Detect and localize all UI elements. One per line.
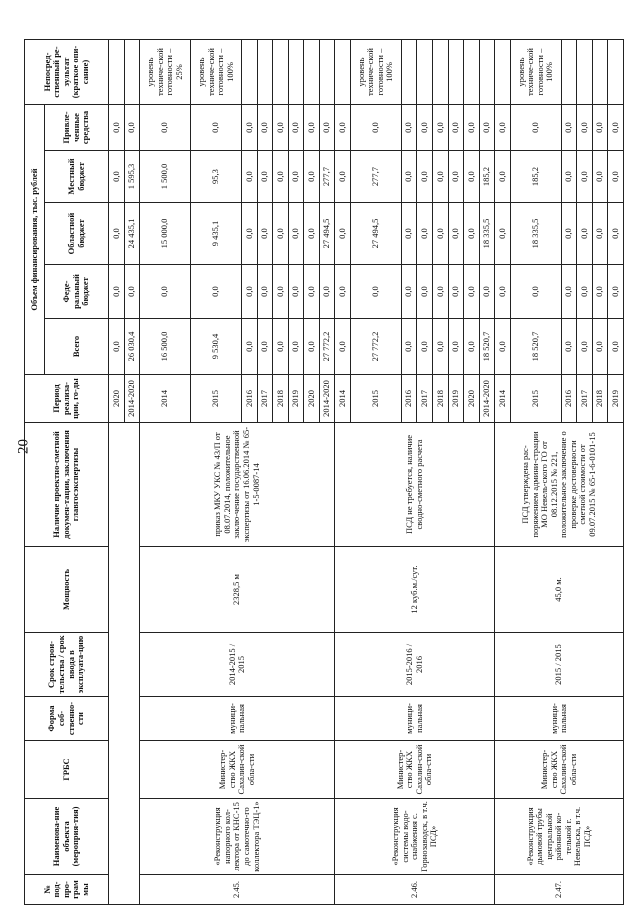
cell-federal: 0,0 [510, 265, 561, 319]
cell-attracted: 0,0 [608, 105, 624, 151]
cell-federal: 0,0 [335, 265, 351, 319]
cell-local: 0,0 [304, 151, 320, 203]
cell-federal: 0,0 [577, 265, 593, 319]
cell-year: 2018 [433, 375, 449, 423]
cell-regional: 0,0 [608, 203, 624, 265]
cell-total: 9 530,4 [191, 319, 242, 375]
cell-year: 2016 [561, 375, 577, 423]
cell-total: 0,0 [448, 319, 464, 375]
cell-regional: 18 335,5 [479, 203, 495, 265]
cell-local: 0,0 [257, 151, 273, 203]
cell-result [577, 40, 593, 105]
cell-attracted: 0,0 [191, 105, 242, 151]
cell-federal: 0,0 [273, 265, 289, 319]
cell-year: 2015 [191, 375, 242, 423]
cell-local: 0,0 [288, 151, 304, 203]
cell-result [608, 40, 624, 105]
project-ownership: муници-пальная [140, 697, 335, 741]
project-docs: ПСД утверждена рас-поряжением админи-страции МО Невель-ского ГО от 08.12.2015 № 221, положительное заключение о проверке достоверности сметной стоимости от 09.07.2015 № 65-1-6-0101-15 [495, 423, 624, 547]
cell-federal: 0,0 [401, 265, 417, 319]
cell-total: 0,0 [242, 319, 258, 375]
cell-total: 18 520,7 [510, 319, 561, 375]
cell-total: 0,0 [464, 319, 480, 375]
cell-local: 277,7 [319, 151, 335, 203]
cell-local: 0,0 [561, 151, 577, 203]
cell-total: 26 030,4 [124, 319, 140, 375]
cell-attracted: 0,0 [288, 105, 304, 151]
cell-local: 0,0 [109, 151, 125, 203]
cell-federal: 0,0 [319, 265, 335, 319]
cell-regional: 0,0 [417, 203, 433, 265]
cell-total: 27 772,2 [350, 319, 401, 375]
cell-result: уровень техниче-ской готовности – 100% [350, 40, 401, 105]
cell-federal: 0,0 [592, 265, 608, 319]
cell-regional: 0,0 [335, 203, 351, 265]
cell-local: 0,0 [592, 151, 608, 203]
cell-total: 0,0 [304, 319, 320, 375]
cell-regional: 15 000,0 [140, 203, 191, 265]
cell-regional: 27 494,5 [319, 203, 335, 265]
cell-regional: 0,0 [273, 203, 289, 265]
cell-year: 2018 [592, 375, 608, 423]
header-attracted: Привле-ченные средства [45, 105, 109, 151]
cell-attracted: 0,0 [592, 105, 608, 151]
cell-federal: 0,0 [464, 265, 480, 319]
project-term: 2015-2016 / 2016 [335, 633, 495, 697]
cell-local: 0,0 [448, 151, 464, 203]
cell-result [561, 40, 577, 105]
cell-regional: 0,0 [592, 203, 608, 265]
cell-total: 0,0 [417, 319, 433, 375]
header-docs: Наличие проектно-сметной докумен-тации, заключения главгосэкспертизы [25, 423, 109, 547]
cell-year: 2014-2020 [124, 375, 140, 423]
header-local: Местный бюджет [45, 151, 109, 203]
cell-total: 0,0 [257, 319, 273, 375]
cell-regional: 0,0 [464, 203, 480, 265]
cell-local: 1 500,0 [140, 151, 191, 203]
cell-result [495, 40, 511, 105]
cell-result [464, 40, 480, 105]
cell-federal: 0,0 [608, 265, 624, 319]
cell-year: 2017 [577, 375, 593, 423]
cell-year: 2018 [273, 375, 289, 423]
project-capacity: 45,0 м. [495, 547, 624, 633]
cell-result [319, 40, 335, 105]
cell-year: 2016 [242, 375, 258, 423]
cell-result [592, 40, 608, 105]
cell-year: 2020 [109, 375, 125, 423]
cell-result [288, 40, 304, 105]
header-period: Период реализа-ции, го-ды [25, 375, 109, 423]
cell-result [242, 40, 258, 105]
cell-result [124, 40, 140, 105]
cell-result: уровень техниче-ской готовности – 100% [510, 40, 561, 105]
cell-total: 27 772,2 [319, 319, 335, 375]
cell-regional: 9 435,1 [191, 203, 242, 265]
cell-local: 0,0 [608, 151, 624, 203]
cell-result [304, 40, 320, 105]
cell-regional: 0,0 [257, 203, 273, 265]
cell-total: 0,0 [273, 319, 289, 375]
cell-year: 2014-2020 [319, 375, 335, 423]
cell-attracted: 0,0 [109, 105, 125, 151]
cell-attracted: 0,0 [433, 105, 449, 151]
project-num: 2.47. [495, 875, 624, 905]
cell-total: 0,0 [561, 319, 577, 375]
cell-federal: 0,0 [304, 265, 320, 319]
page-number: 20 [15, 439, 32, 454]
cell-result: уровень техниче-ской готовности – 100% [191, 40, 242, 105]
cell-regional: 0,0 [448, 203, 464, 265]
cell-year: 2017 [257, 375, 273, 423]
cell-regional: 0,0 [109, 203, 125, 265]
cell-attracted: 0,0 [495, 105, 511, 151]
cell-result [479, 40, 495, 105]
cell-local: 277,7 [350, 151, 401, 203]
cell-attracted: 0,0 [335, 105, 351, 151]
cell-local: 0,0 [335, 151, 351, 203]
cell-total: 0,0 [577, 319, 593, 375]
cell-year: 2019 [288, 375, 304, 423]
cell-regional: 18 335,5 [510, 203, 561, 265]
cell-year: 2014 [140, 375, 191, 423]
cell-total: 0,0 [109, 319, 125, 375]
cell-attracted: 0,0 [479, 105, 495, 151]
cell-year: 2017 [417, 375, 433, 423]
header-funding-group: Объем финансирования, тыс. рублей [25, 105, 45, 375]
cell-year: 2014 [495, 375, 511, 423]
table-row [109, 40, 125, 905]
cell-year: 2014 [335, 375, 351, 423]
project-docs: ПСД не требуется, наличие сводно-сметного расчета [335, 423, 495, 547]
project-grbs: Министер-ство ЖКХ Сахалин-ской обла-сти [495, 741, 624, 799]
financing-table [24, 39, 624, 905]
cell-year: 2019 [448, 375, 464, 423]
cell-total: 0,0 [288, 319, 304, 375]
cell-result [417, 40, 433, 105]
cell-attracted: 0,0 [140, 105, 191, 151]
cell-local: 0,0 [242, 151, 258, 203]
header-result: Непосред-ственный ре-зультат (краткое опи-сание) [25, 40, 109, 105]
cell-attracted: 0,0 [350, 105, 401, 151]
header-ownership: Форма соб-ственно-сти [25, 697, 109, 741]
cell-local: 0,0 [417, 151, 433, 203]
cell-local: 0,0 [495, 151, 511, 203]
cell-regional: 27 494,5 [350, 203, 401, 265]
project-ownership: муници-пальная [335, 697, 495, 741]
project-name: «Реконструкция дымовой трубы центральной районной ко-тельной г. Невельска, в т.ч. ПСД» [495, 799, 624, 875]
cell-year: 2020 [304, 375, 320, 423]
cell-attracted: 0,0 [510, 105, 561, 151]
cell-local: 185,2 [510, 151, 561, 203]
cell-attracted: 0,0 [319, 105, 335, 151]
cell-result [109, 40, 125, 105]
cell-result [335, 40, 351, 105]
rotated-table-sheet [24, 40, 624, 905]
cell-result: уровень техниче-ской готовности – 25% [140, 40, 191, 105]
cell-federal: 0,0 [191, 265, 242, 319]
cell-attracted: 0,0 [273, 105, 289, 151]
cell-year: 2020 [464, 375, 480, 423]
cell-attracted: 0,0 [242, 105, 258, 151]
project-term: 2014-2015 / 2015 [140, 633, 335, 697]
cell-total: 0,0 [495, 319, 511, 375]
cell-regional: 0,0 [561, 203, 577, 265]
header-capacity: Мощность [25, 547, 109, 633]
project-term: 2015 / 2015 [495, 633, 624, 697]
cell-local: 0,0 [273, 151, 289, 203]
cell-federal: 0,0 [448, 265, 464, 319]
header-term: Срок строи-тельства / срок ввода в эксплуата-цию [25, 633, 109, 697]
cell-local: 185,2 [479, 151, 495, 203]
cell-total: 18 520,7 [479, 319, 495, 375]
cell-result [257, 40, 273, 105]
cell-regional: 0,0 [577, 203, 593, 265]
cell-regional: 0,0 [304, 203, 320, 265]
table-body [109, 40, 624, 905]
header-federal: Феде-ральный бюджет [45, 265, 109, 319]
cell-attracted: 0,0 [257, 105, 273, 151]
continuation-blank [109, 423, 140, 905]
cell-local: 95,3 [191, 151, 242, 203]
cell-attracted: 0,0 [448, 105, 464, 151]
cell-federal: 0,0 [288, 265, 304, 319]
project-grbs: Министер-ство ЖКХ Сахалин-ской обла-сти [335, 741, 495, 799]
cell-federal: 0,0 [350, 265, 401, 319]
cell-regional: 0,0 [433, 203, 449, 265]
cell-year: 2016 [401, 375, 417, 423]
cell-total: 0,0 [592, 319, 608, 375]
cell-total: 16 500,0 [140, 319, 191, 375]
cell-federal: 0,0 [140, 265, 191, 319]
project-name: «Реконструкция напорного кол-лектора от КНС-15 до самотечно-го коллектора ТЭЦ-1» [140, 799, 335, 875]
header-num: № под-про-грам мы [25, 875, 109, 905]
cell-year: 2015 [510, 375, 561, 423]
cell-result [401, 40, 417, 105]
cell-attracted: 0,0 [577, 105, 593, 151]
cell-result [448, 40, 464, 105]
cell-federal: 0,0 [479, 265, 495, 319]
project-num: 2.46. [335, 875, 495, 905]
table-row [140, 40, 191, 905]
table-row [495, 40, 511, 905]
cell-total: 0,0 [608, 319, 624, 375]
cell-result [273, 40, 289, 105]
cell-federal: 0,0 [109, 265, 125, 319]
cell-total: 0,0 [401, 319, 417, 375]
project-capacity: 12 куб.м./сут. [335, 547, 495, 633]
cell-federal: 0,0 [417, 265, 433, 319]
project-name: «Реконструкция системы водо-снабжения с. Горнозаводск, в т.ч. ПСД» [335, 799, 495, 875]
cell-local: 1 595,3 [124, 151, 140, 203]
project-docs: приказ МКУ УКС № 43/П от 08.07.2014, положительное заклю-чение государственной экспертизы от 16.06.2014 № 65-1-5-0087-14 [140, 423, 335, 547]
cell-federal: 0,0 [124, 265, 140, 319]
project-grbs: Министер-ство ЖКХ Сахалин-ской обла-сти [140, 741, 335, 799]
header-name: Наименова-ние объекта (мероприя-тия) [25, 799, 109, 875]
cell-attracted: 0,0 [304, 105, 320, 151]
table-row [335, 40, 351, 905]
cell-local: 0,0 [577, 151, 593, 203]
cell-regional: 24 435,1 [124, 203, 140, 265]
cell-federal: 0,0 [433, 265, 449, 319]
cell-federal: 0,0 [242, 265, 258, 319]
project-ownership: муници-пальная [495, 697, 624, 741]
cell-attracted: 0,0 [561, 105, 577, 151]
header-grbs: ГРБС [25, 741, 109, 799]
cell-federal: 0,0 [495, 265, 511, 319]
cell-total: 0,0 [335, 319, 351, 375]
cell-local: 0,0 [464, 151, 480, 203]
cell-regional: 0,0 [401, 203, 417, 265]
cell-federal: 0,0 [561, 265, 577, 319]
cell-federal: 0,0 [257, 265, 273, 319]
cell-regional: 0,0 [288, 203, 304, 265]
cell-local: 0,0 [433, 151, 449, 203]
header-total: Всего [45, 319, 109, 375]
cell-year: 2014-2020 [479, 375, 495, 423]
cell-local: 0,0 [401, 151, 417, 203]
project-num: 2.45. [140, 875, 335, 905]
cell-attracted: 0,0 [464, 105, 480, 151]
project-capacity: 2328,5 м [140, 547, 335, 633]
cell-attracted: 0,0 [124, 105, 140, 151]
cell-attracted: 0,0 [417, 105, 433, 151]
cell-result [433, 40, 449, 105]
cell-attracted: 0,0 [401, 105, 417, 151]
cell-total: 0,0 [433, 319, 449, 375]
cell-regional: 0,0 [242, 203, 258, 265]
cell-year: 2019 [608, 375, 624, 423]
cell-year: 2015 [350, 375, 401, 423]
header-regional: Областной бюджет [45, 203, 109, 265]
cell-regional: 0,0 [495, 203, 511, 265]
